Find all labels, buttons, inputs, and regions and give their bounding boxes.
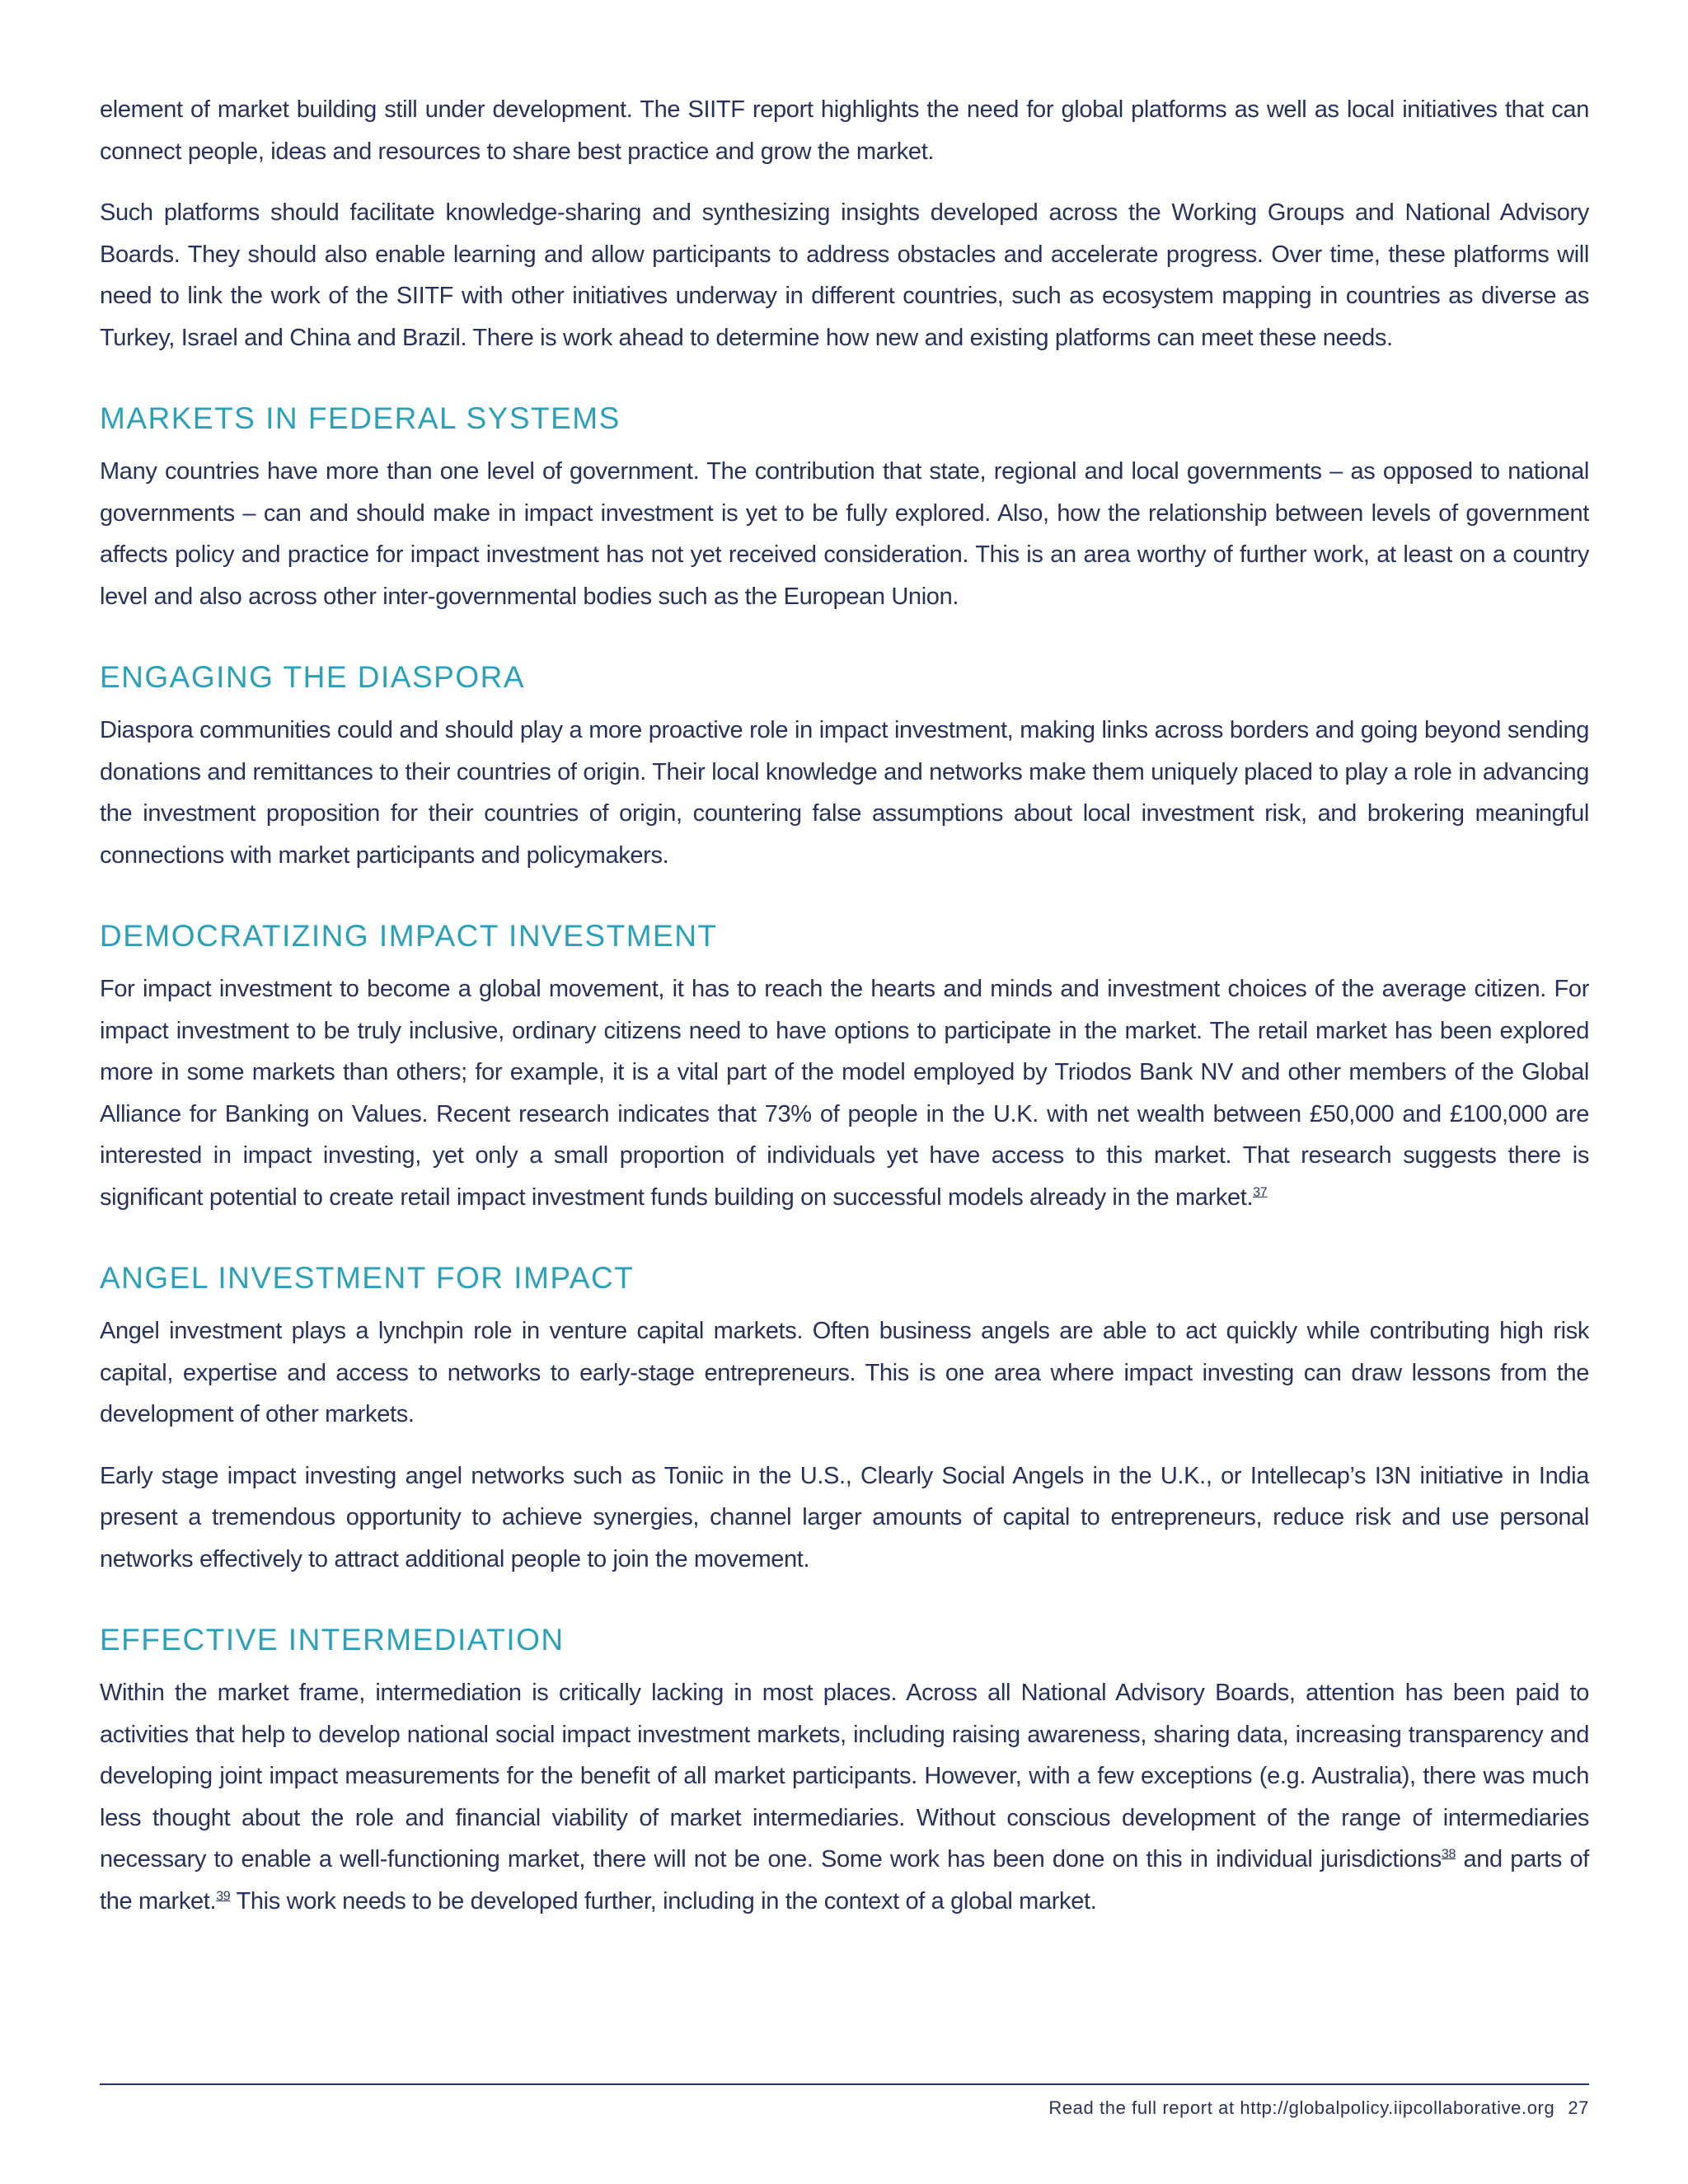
footer-link-text[interactable]: Read the full report at http://globalpolicy.iipcollaborative.org [1048, 2097, 1555, 2118]
section-heading-diaspora: ENGAGING THE DIASPORA [100, 660, 526, 694]
paragraph-text: and parts of the market. [100, 1846, 1589, 1915]
body-paragraph: Many countries have more than one level of government. The contribution that state, regional and local governments – as opposed to national governments – can and should make in impact investment is yet to be fully explored. Also, how the relationship between levels of government affects policy and practice for impact investment has not yet received consideration. This is an area worthy of further work, at least on a country level and also across other inter-governmental bodies such as the European Union. [100, 458, 1589, 610]
body-paragraph: Diaspora communities could and should play a more proactive role in impact investment, making links across borders and going beyond sending donations and remittances to their countries of origin. Their local knowledge and networks make them uniquely placed to play a role in advancing the investment proposition for their countries of origin, countering false assumptions about local investment risk, and brokering meaningful connections with market participants and policymakers. [100, 717, 1589, 869]
section-heading-democratizing: DEMOCRATIZING IMPACT INVESTMENT [100, 919, 718, 953]
footnote-ref-38[interactable]: 38 [1441, 1847, 1456, 1862]
footnote-ref-37[interactable]: 37 [1253, 1184, 1268, 1199]
body-paragraph: element of market building still under development. The SIITF report highlights the need for global platforms as well as local initiatives that can connect people, ideas and resources to share best practice and grow the market. [100, 96, 1589, 165]
footnote-ref-39[interactable]: 39 [216, 1888, 231, 1903]
page-footer [1048, 2097, 1589, 2119]
section-heading-federal-systems: MARKETS IN FEDERAL SYSTEMS [100, 401, 621, 435]
section-heading-intermediation: EFFECTIVE INTERMEDIATION [100, 1623, 565, 1657]
body-paragraph [100, 1672, 1589, 1922]
paragraph-text: This work needs to be developed further, including in the context of a global market. [230, 1887, 1097, 1915]
body-paragraph: Angel investment plays a lynchpin role in venture capital markets. Often business angels are able to act quickly while contributing high risk capital, expertise and access to networks to early-stage entrepreneurs. This is one area where impact investing can draw lessons from the development of other markets. [100, 1318, 1589, 1427]
footer-divider [100, 2083, 1589, 2085]
body-paragraph: Such platforms should facilitate knowledge-sharing and synthesizing insights developed across the Working Groups and National Advisory Boards. They should also enable learning and allow participants to address obstacles and accelerate progress. Over time, these platforms will need to link the work of the SIITF with other initiatives underway in different countries, such as ecosystem mapping in countries as diverse as Turkey, Israel and China and Brazil. There is work ahead to determine how new and existing platforms can meet these needs. [100, 199, 1589, 351]
paragraph-text: For impact investment to become a global movement, it has to reach the hearts and minds and investment choices of the average citizen. For impact investment to be truly inclusive, ordinary citizens need to have options to participate in the market. The retail market has been explored more in some markets than others; for example, it is a vital part of the model employed by Triodos Bank NV and other members of the Global Alliance for Banking on Values. Recent research indicates that 73% of people in the U.K. with net wealth between £50,000 and £100,000 are interested in impact investing, yet only a small proportion of individuals yet have access to this market. That research suggests there is significant potential to create retail impact investment funds building on successful models already in the market. [100, 976, 1589, 1211]
page-number: 27 [1568, 2097, 1589, 2118]
section-heading-angel-investment: ANGEL INVESTMENT FOR IMPACT [100, 1261, 635, 1295]
body-paragraph: Early stage impact investing angel networks such as Toniic in the U.S., Clearly Social Angels in the U.K., or Intellecap’s I3N initiative in India present a tremendous opportunity to achieve synergies, channel larger amounts of capital to entrepreneurs, reduce risk and use personal networks effectively to attract additional people to join the movement. [100, 1462, 1589, 1572]
body-paragraph [100, 968, 1589, 1218]
paragraph-text: Within the market frame, intermediation is critically lacking in most places. Across all National Advisory Boards, attention has been paid to activities that help to develop national social impact investment markets, including raising awareness, sharing data, increasing transparency and developing joint impact measurements for the benefit of all market participants. However, with a few exceptions (e.g. Australia), there was much less thought about the role and financial viability of market intermediaries. Without conscious development of the range of intermediaries necessary to enable a well-functioning market, there will not be one. Some work has been done on this in individual jurisdictions [100, 1680, 1589, 1872]
page-content [100, 89, 1589, 1942]
